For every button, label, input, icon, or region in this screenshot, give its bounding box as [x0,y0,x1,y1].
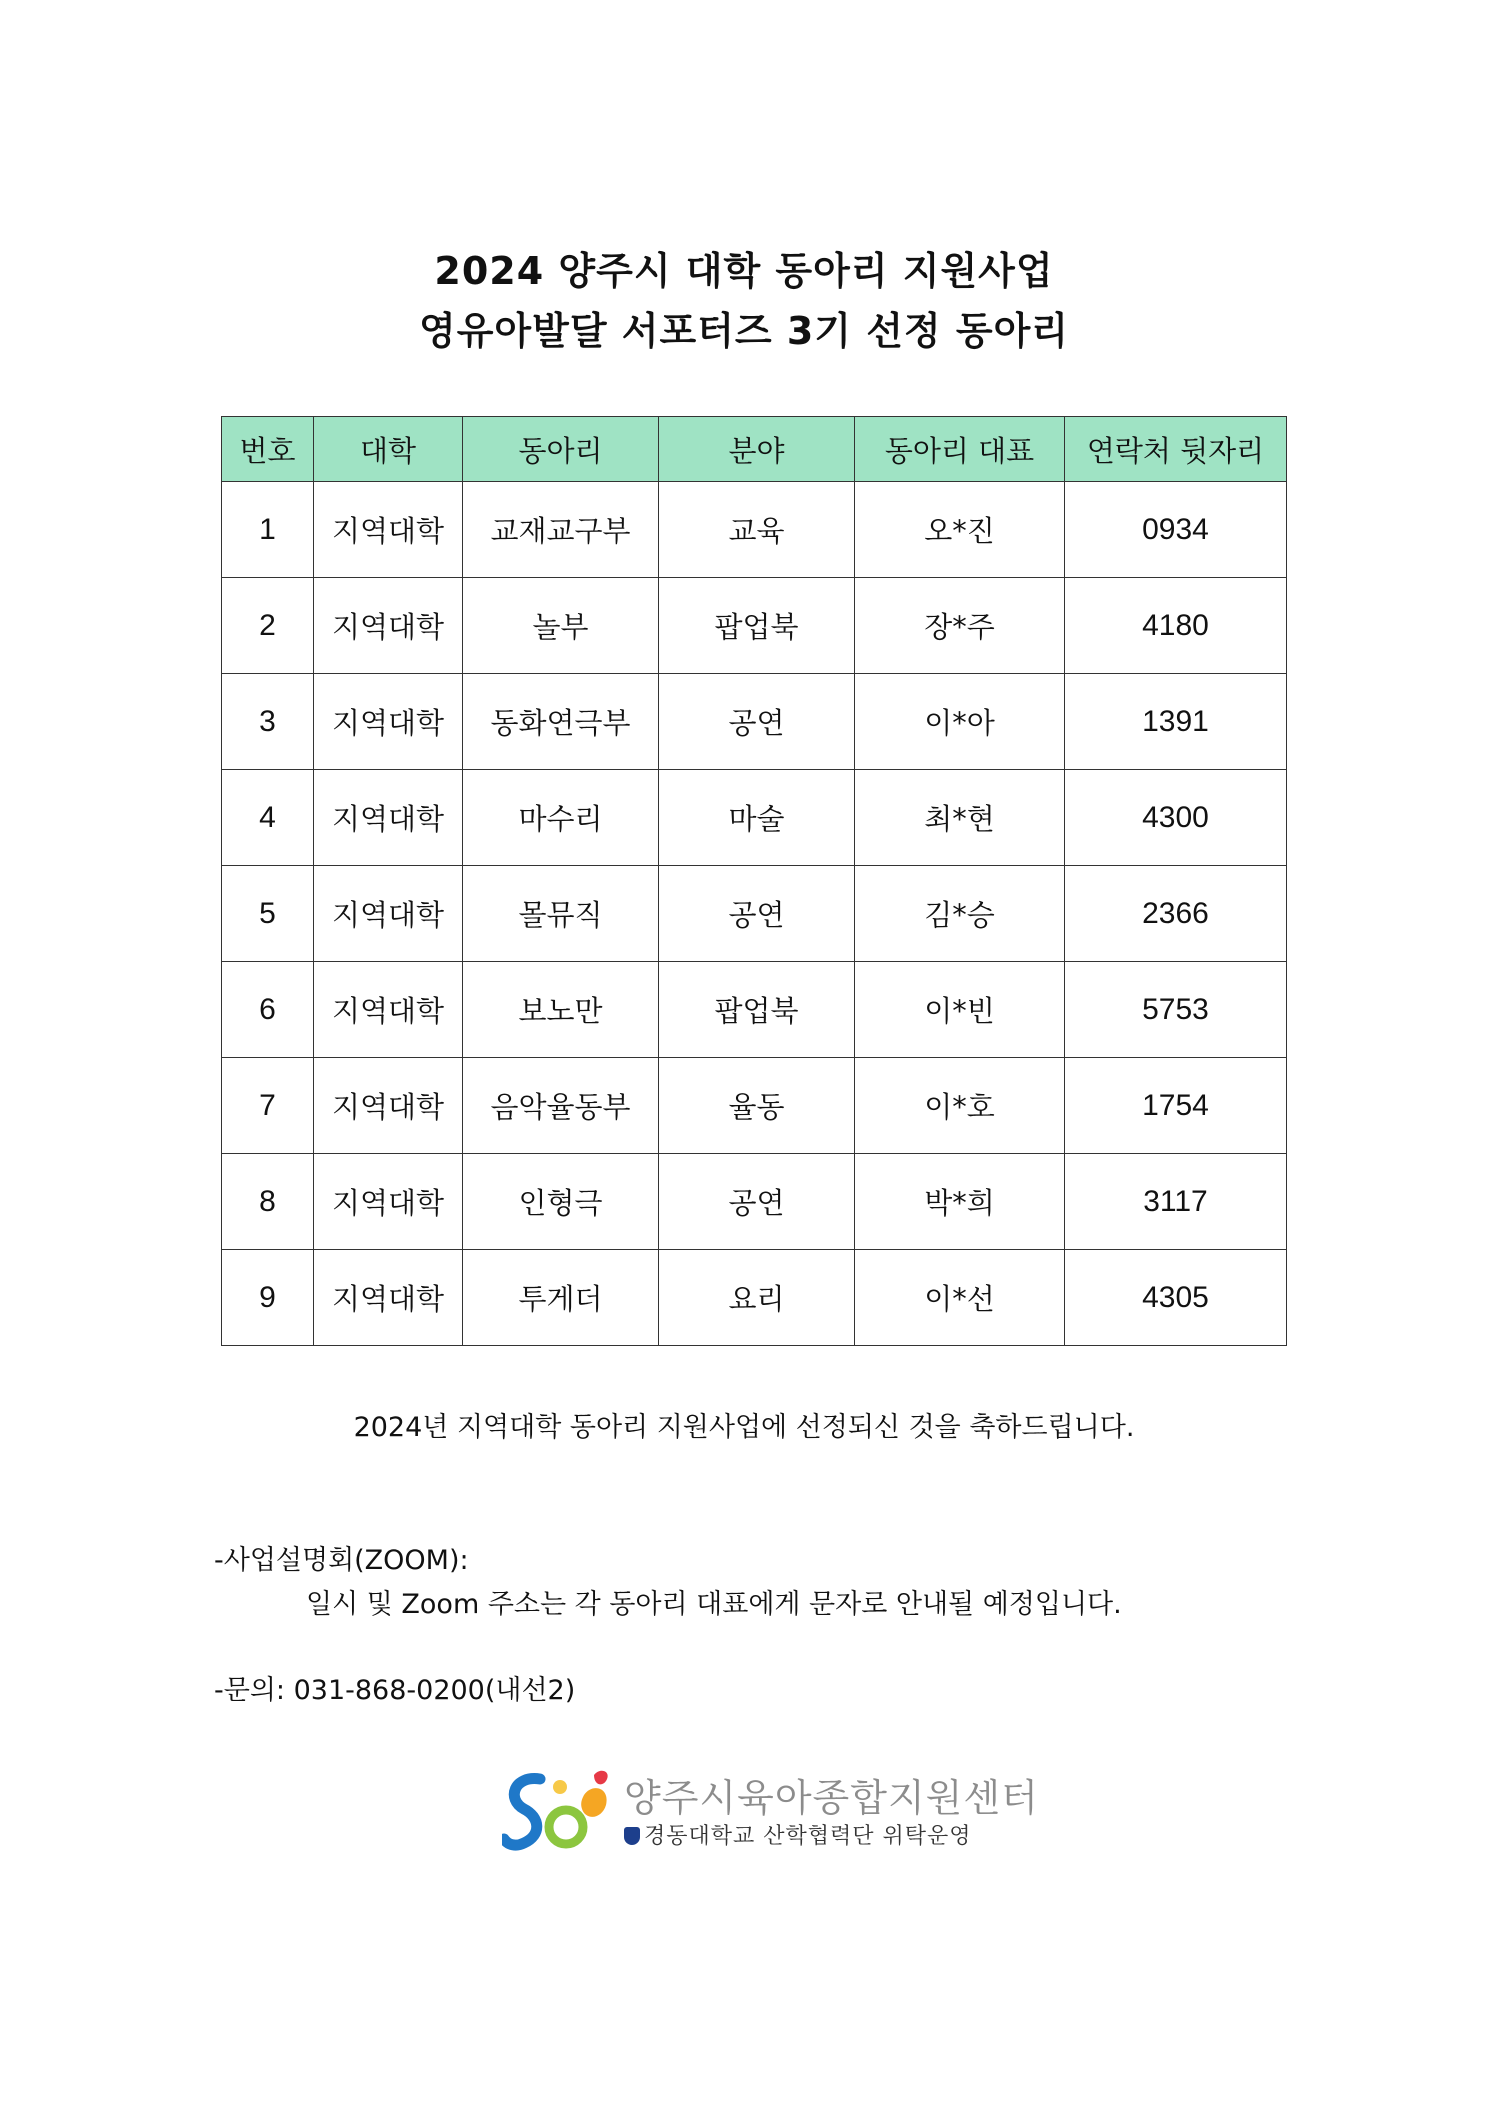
cell-field: 팝업북 [659,578,855,674]
cell-contact-digits: 4180 [1065,578,1287,674]
cell-field: 공연 [659,866,855,962]
university-seal-icon [624,1827,640,1845]
cell-contact-digits: 2366 [1065,866,1287,962]
logo-operator-text [624,1819,972,1850]
table-row [222,1058,1287,1154]
cell-representative: 이*빈 [855,962,1065,1058]
page-title-line1: 2024 양주시 대학 동아리 지원사업 [434,249,1054,293]
cell-field: 요리 [659,1250,855,1346]
table-row [222,674,1287,770]
cell-number: 1 [222,482,314,578]
cell-contact-digits: 4300 [1065,770,1287,866]
cell-club: 마수리 [463,770,659,866]
cell-number: 7 [222,1058,314,1154]
cell-club: 보노만 [463,962,659,1058]
cell-university: 지역대학 [314,482,463,578]
center-logo [502,1765,1039,1855]
cell-number: 5 [222,866,314,962]
cell-club: 투게더 [463,1250,659,1346]
cell-university: 지역대학 [314,1058,463,1154]
page-title-line2: 영유아발달 서포터즈 3기 선정 동아리 [419,309,1069,353]
table-row [222,1154,1287,1250]
cell-representative: 박*희 [855,1154,1065,1250]
cell-representative: 이*아 [855,674,1065,770]
cell-contact-digits: 5753 [1065,962,1287,1058]
cell-club: 놀부 [463,578,659,674]
cell-university: 지역대학 [314,1154,463,1250]
cell-field: 율동 [659,1058,855,1154]
table-row [222,770,1287,866]
table-row [222,578,1287,674]
table-header-row [222,417,1287,482]
logo-operator-label: 경동대학교 산학협력단 위탁운영 [644,1824,972,1849]
header-club: 동아리 [463,417,659,482]
cell-field: 팝업북 [659,962,855,1058]
cell-contact-digits: 1754 [1065,1058,1287,1154]
cell-representative: 최*현 [855,770,1065,866]
inquiry-contact: -문의: 031-868-0200(내선2) [214,1675,576,1706]
cell-number: 4 [222,770,314,866]
selected-clubs-table [221,416,1287,1346]
cell-university: 지역대학 [314,770,463,866]
table-row [222,866,1287,962]
cell-contact-digits: 4305 [1065,1250,1287,1346]
cell-club: 음악율동부 [463,1058,659,1154]
table-row [222,1250,1287,1346]
logo-mark-icon [502,1765,617,1855]
cell-representative: 이*선 [855,1250,1065,1346]
briefing-label: -사업설명회(ZOOM): [214,1545,469,1576]
cell-club: 교재교구부 [463,482,659,578]
cell-field: 교육 [659,482,855,578]
cell-field: 공연 [659,674,855,770]
header-number: 번호 [222,417,314,482]
header-university: 대학 [314,417,463,482]
cell-university: 지역대학 [314,962,463,1058]
cell-field: 공연 [659,1154,855,1250]
cell-number: 9 [222,1250,314,1346]
cell-number: 8 [222,1154,314,1250]
header-representative: 동아리 대표 [855,417,1065,482]
cell-university: 지역대학 [314,674,463,770]
cell-contact-digits: 3117 [1065,1154,1287,1250]
cell-university: 지역대학 [314,866,463,962]
cell-representative: 오*진 [855,482,1065,578]
cell-number: 3 [222,674,314,770]
cell-club: 인형극 [463,1154,659,1250]
cell-number: 2 [222,578,314,674]
cell-club: 동화연극부 [463,674,659,770]
header-field: 분야 [659,417,855,482]
cell-university: 지역대학 [314,578,463,674]
cell-representative: 장*주 [855,578,1065,674]
cell-field: 마술 [659,770,855,866]
cell-university: 지역대학 [314,1250,463,1346]
cell-representative: 이*호 [855,1058,1065,1154]
logo-center-name: 양주시육아종합지원센터 [624,1776,1039,1820]
cell-contact-digits: 1391 [1065,674,1287,770]
cell-representative: 김*승 [855,866,1065,962]
congratulations-text: 2024년 지역대학 동아리 지원사업에 선정되신 것을 축하드립니다. [353,1412,1135,1443]
cell-number: 6 [222,962,314,1058]
cell-contact-digits: 0934 [1065,482,1287,578]
table-row [222,482,1287,578]
briefing-description: 일시 및 Zoom 주소는 각 동아리 대표에게 문자로 안내될 예정입니다. [306,1589,1122,1620]
cell-club: 몰뮤직 [463,866,659,962]
table-row [222,962,1287,1058]
header-contact-digits: 연락처 뒷자리 [1065,417,1287,482]
